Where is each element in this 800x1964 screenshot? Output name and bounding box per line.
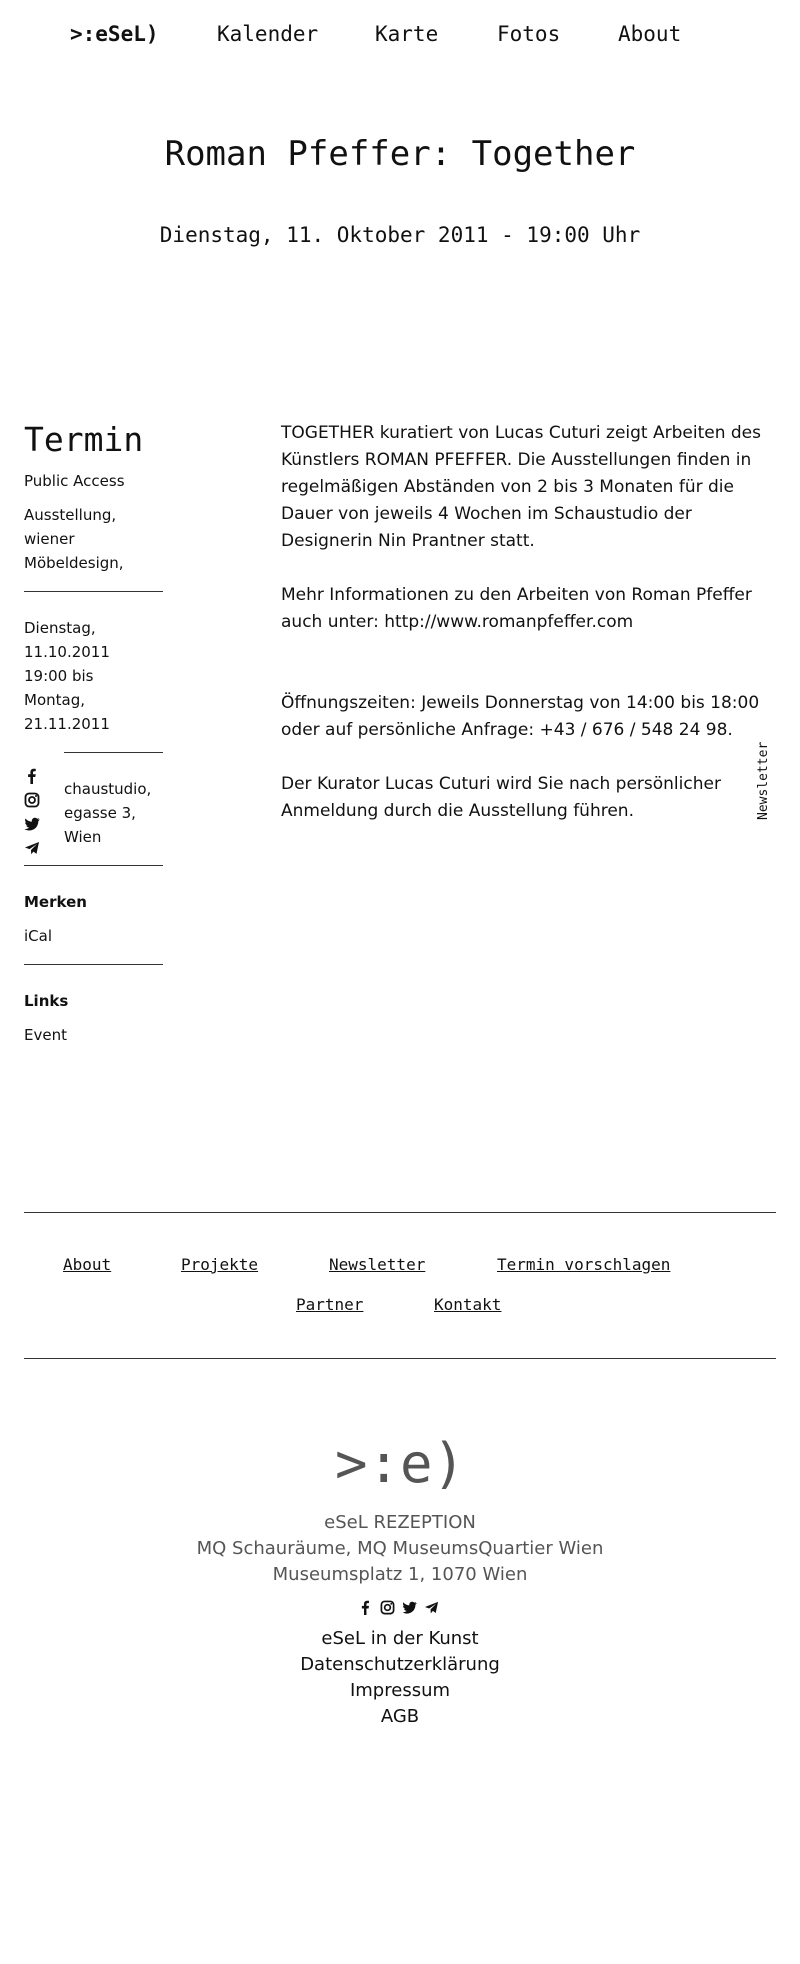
footer-divider — [24, 1358, 776, 1359]
footer-link-esel-in-der-kunst[interactable]: eSeL in der Kunst — [321, 1628, 479, 1649]
telegram-icon[interactable] — [424, 1600, 439, 1615]
event-description — [281, 420, 761, 852]
description-paragraph: TOGETHER kuratiert von Lucas Cuturi zeigt Arbeiten des Künstlers ROMAN PFEFFER. Die Ausstellungen finden in regelmäßigen Abständen von 2 bis 3 Monaten für die Dauer von jeweils 4 Wochen im Schaustudio der Designerin Nin Prantner statt. — [281, 423, 761, 551]
footer-link-termin-vorschlagen[interactable]: Termin vorschlagen — [497, 1255, 671, 1274]
description-paragraph: Mehr Informationen zu den Arbeiten von Roman Pfeffer auch unter: http://www.romanpfeffer.com — [281, 585, 752, 632]
ical-link[interactable]: iCal — [24, 927, 53, 945]
nav-item-about[interactable]: About — [618, 22, 682, 46]
description-paragraph: Der Kurator Lucas Cuturi wird Sie nach persönlicher Anmeldung durch die Ausstellung führen. — [281, 774, 721, 821]
twitter-icon[interactable] — [24, 816, 40, 832]
sidebar-divider — [24, 591, 163, 592]
newsletter-tab[interactable]: Newsletter — [756, 741, 771, 820]
event-date-range: Dienstag, 11.10.2011 19:00 bis Montag, 21.11.2011 — [24, 619, 110, 733]
footer-link-agb[interactable]: AGB — [380, 1706, 420, 1727]
footer-link-datenschutz[interactable]: Datenschutzerklärung — [300, 1654, 500, 1675]
nav-item-karte[interactable]: Karte — [375, 22, 439, 46]
footer-link-partner[interactable]: Partner — [296, 1295, 364, 1314]
twitter-icon[interactable] — [402, 1600, 417, 1615]
footer-divider — [24, 1212, 776, 1213]
instagram-icon[interactable] — [380, 1600, 395, 1615]
nav-item-fotos[interactable]: Fotos — [497, 22, 561, 46]
footer-link-projekte[interactable]: Projekte — [181, 1255, 259, 1274]
event-location: chaustudio, egasse 3, Wien — [64, 780, 152, 846]
event-tags: Ausstellung, wiener Möbeldesign, — [24, 506, 124, 572]
sidebar-divider — [24, 865, 163, 866]
facebook-icon[interactable] — [24, 768, 40, 784]
event-category: Public Access — [24, 472, 125, 490]
opening-hours: Öffnungszeiten: Jeweils Donnerstag von 14:00 bis 18:00 oder auf persönliche Anfrage: +43 / 676 / 548 24 98. — [281, 693, 760, 740]
footer-share-icons — [358, 1600, 448, 1618]
main-nav — [0, 0, 800, 72]
sidebar-divider — [24, 964, 163, 965]
merken-label: Merken — [24, 893, 87, 911]
footer-org: eSeL REZEPTION — [324, 1512, 476, 1533]
event-date: Dienstag, 11. Oktober 2011 - 19:00 Uhr — [159, 223, 641, 247]
instagram-icon[interactable] — [24, 792, 40, 808]
share-icons — [24, 768, 46, 864]
telegram-icon[interactable] — [24, 840, 40, 856]
footer-link-impressum[interactable]: Impressum — [349, 1680, 451, 1701]
nav-item-kalender[interactable]: Kalender — [217, 22, 319, 46]
footer-logo: >:e) — [334, 1432, 466, 1495]
page-title: Roman Pfeffer: Together — [164, 134, 636, 174]
footer-link-kontakt[interactable]: Kontakt — [434, 1295, 502, 1314]
links-label: Links — [24, 992, 69, 1010]
sidebar-heading: Termin — [24, 420, 144, 459]
footer-venue: MQ Schauräume, MQ MuseumsQuartier Wien — [196, 1538, 604, 1559]
footer-address: Museumsplatz 1, 1070 Wien — [272, 1564, 528, 1585]
facebook-icon[interactable] — [358, 1600, 373, 1615]
event-link[interactable]: Event — [24, 1026, 67, 1044]
sidebar-divider — [64, 752, 163, 753]
event-sidebar — [24, 420, 164, 1057]
footer-link-newsletter[interactable]: Newsletter — [329, 1255, 426, 1274]
footer-link-about[interactable]: About — [63, 1255, 112, 1274]
site-logo[interactable]: >:eSeL) — [70, 22, 159, 46]
